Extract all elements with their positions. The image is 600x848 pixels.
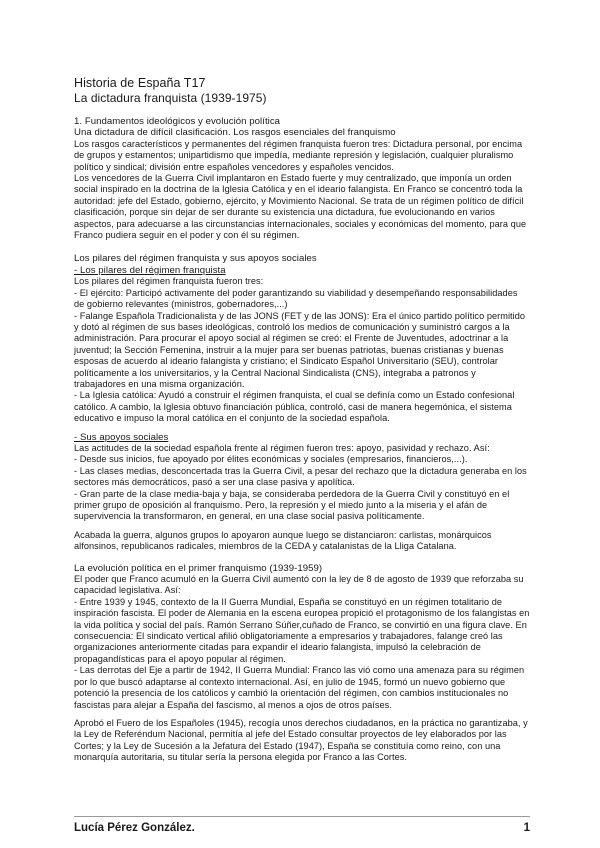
section-heading-pilares: Los pilares del régimen franquista y sus apoyos sociales — [74, 253, 317, 265]
document-title: Historia de España T17 — [74, 76, 206, 90]
list-item-apoyo-clase-baja: - Gran parte de la clase media-baja y baja, se consideraba perdedora de la Guerra Civil y constituyó en el primer grupo de oposición al franquismo. Pero, la represión y el miedo junto a la miseria y el afán de supervivencia la transformaron, en general, en una clase social pasiva políticamente. — [74, 488, 510, 522]
list-item-apoyo-elites: - Desde sus inicios, fue apoyado por élites económicas y sociales (empresarios, financieros,...). — [74, 454, 468, 465]
subheading-pilares: - Los pilares del régimen franquista — [74, 264, 226, 276]
paragraph-apoyos-intro: Las actitudes de la sociedad española frente al régimen fueron tres: apoyo, pasividad y rechazo. Así: — [74, 442, 490, 453]
list-item-ejercito: - El ejército: Participó activamente del poder garantizando su viabilidad y desempeñando responsabilidades de gobierno relevantes (ministros, gobernadores,...) — [74, 287, 518, 310]
page-number: 1 — [523, 822, 530, 834]
paragraph-rasgos: Los rasgos característicos y permanentes del régimen franquista fueron tres: Dictadura personal, por encima de grupos y estamentos; unipartidismo que impedía, mediante represión y legislación, cualquier pluralismo político y sindical; división entre españoles vencedores y españoles vencidos. — [74, 138, 523, 172]
subheading-apoyos: - Sus apoyos sociales — [74, 431, 169, 443]
section-heading-fundamentos: 1. Fundamentos ideológicos y evolución política — [74, 116, 281, 127]
list-item-falange: - Falange Española Tradicionalista y de las JONS (FET y de las JONS): Era el único partido político permitido y dotó al régimen de sus bases ideológicas, controló los medios de comunicación y suministró cargos a la administración. Para procurar el apoyo social al régimen se creó: el Frente de Juventudes, adoctrinar a la juventud; la Sección Femenina, instruir a la mujer para ser buenas patriotas, buenas cristianas y buenas esposas de acuerdo al ideario falangista y cristiano; el Sindicato Español Universitario (SEU), controlar políticamente a los universitarios, y la Central Nacional Sindicalista (CNS), integraba a patronos y trabajadores en una misma organización. — [74, 310, 526, 389]
list-item-iglesia: - La Iglesia católica: Ayudó a construir el régimen franquista, el cual se definía como un Estado confesional católico. A cambio, la Iglesia obtuvo financiación pública, controló, casi de manera hegemónica, el sistema educativo e impuso la moral católica en el conjunto de la sociedad española. — [74, 390, 515, 424]
footer-author: Lucía Pérez González. — [74, 822, 195, 834]
subheading-rasgos: Una dictadura de difícil clasificación. Los rasgos esenciales del franquismo — [74, 127, 396, 139]
paragraph-vencedores: Los vencedores de la Guerra Civil implantaron en Estado fuerte y muy centralizado, que imponía un orden social inspirado en la doctrina de la Iglesia Católica y en el ideario falangista. En Franco se concentró toda la autoridad: jefe del Estado, gobierno, ejército, y Movimiento Nacional. Se trata de un régimen político de difícil clasificación, porque sin dejar de ser durante su existencia una dictadura, fue evolucionando en varios aspectos, para adecuarse a las circunstancias internacionales, sociales y económicas del momento, para que Franco pudiera seguir en el poder y con él su régimen. — [74, 173, 527, 241]
list-item-apoyo-clases-medias: - Las clases medias, desconcertada tras la Guerra Civil, a pesar del rechazo que la dictadura generaba en los sectores más democráticos, pasó a ser una clase pasiva y apolítica. — [74, 465, 527, 488]
section-heading-evolucion: La evolución política en el primer franquismo (1939-1959) — [74, 562, 323, 574]
document-body — [74, 75, 530, 764]
page-footer — [74, 816, 530, 833]
paragraph-apoyos-final: Acabada la guerra, algunos grupos lo apoyaron aunque luego se distanciaron: carlistas, monárquicos alfonsinos, republicanos radicales, miembros de la CEDA y catalanistas de la Lliga Catalana. — [74, 529, 492, 552]
paragraph-pilares-intro: Los pilares del régimen franquista fueron tres: — [74, 276, 264, 287]
paragraph-evolucion-intro: El poder que Franco acumuló en la Guerra Civil aumentó con la ley de 8 de agosto de 1939 que reforzaba su capacidad legislativa. Así: — [74, 574, 524, 596]
list-item-evolucion-1939: - Entre 1939 y 1945, contexto de la II Guerra Mundial, España se constituyó en un régimen totalitario de inspiración fascista. El poder de Alemania en la escena europea propició el protagonismo de los falangistas en la vida política y social del país. Ramón Serrano Súñer,cuñado de Franco, se convirtió en una figura clave. En consecuencia: El sindicato vertical afilió obligatoriamente a empresarios y trabajadores, falange creó las organizaciones anteriormente citadas para expandir el ideario falangista, impulsó la celebración de propagandísticas para el apoyo popular al régimen. — [74, 596, 530, 664]
list-item-evolucion-1942: - Las derrotas del Eje a partir de 1942, II Guerra Mundial: Franco las vió como una amenaza para su régimen por lo que buscó adaptarse al contexto internacional. Así, en julio de 1945, formó un nuevo gobierno que potenció la presencia de los católicos y cambió la orientación del régimen, con cambios institucionales no fascistas para alejar a España del fascismo, al menos a ojos de otros países. — [74, 665, 525, 710]
paragraph-fuero: Aprobó el Fuero de los Españoles (1945), recogía unos derechos ciudadanos, en la práctica no garantizaba, y la Ley de Referéndum Nacional, permitía al jefe del Estado consultar proyectos de ley elaborados por las Cortes; y la Ley de Sucesión a la Jefatura del Estado (1947), España se constituía como reino, con una monarquía autoritaria, su titular sería la persona elegida por Franco a las Cortes. — [74, 717, 528, 763]
document-subtitle: La dictadura franquista (1939-1975) — [74, 91, 267, 105]
